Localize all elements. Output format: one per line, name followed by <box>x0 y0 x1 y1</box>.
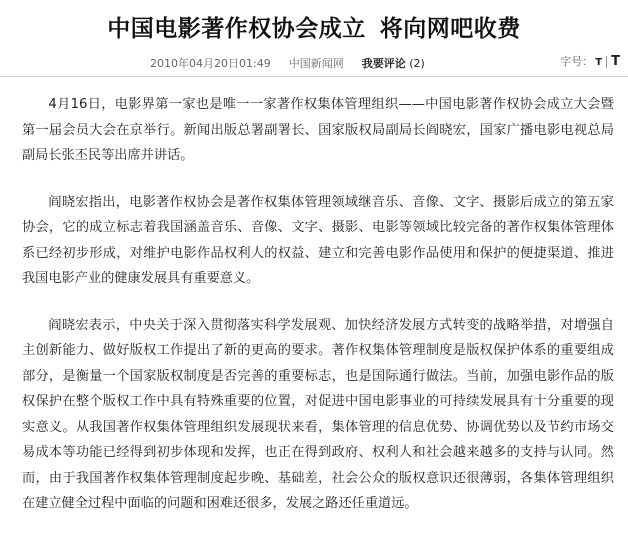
article-headline <box>0 10 628 43</box>
font-size-label: 字号： <box>560 55 594 68</box>
font-small-button[interactable]: T <box>595 57 603 68</box>
comments-link[interactable] <box>362 57 425 70</box>
article-paragraph-1: 4月16日，电影界第一家也是唯一一家著作权集体管理组织——中国电影著作权协会成立大会暨第一届会员大会在京举行。新闻出版总署副署长、国家版权局副局长阎晓宏，国家广播电影电视总局副局长张丕民等出席并讲话。 <box>22 97 614 163</box>
article-body <box>22 92 614 538</box>
font-large-button[interactable]: T <box>611 54 620 69</box>
article-paragraph-2: 阎晓宏指出，电影著作权协会是著作权集体管理领域继音乐、音像、文字、摄影后成立的第五家协会，它的成立标志着我国涵盖音乐、音像、文字、摄影、电影等领域比较完备的著作权集体管理体系已经初步形成，对维护电影作品权利人的权益、建立和完善电影作品使用和保护的便捷渠道、推进我国电影产业的健康发展具有重要意义。 <box>22 194 614 286</box>
article-paragraph-3: 阎晓宏表示，中央关于深入贯彻落实科学发展观、加快经济发展方式转变的战略举措，对增强自主创新能力、做好版权工作提出了新的更高的要求。著作权集体管理制度是版权保护体系的重要组成部分，是衡量一个国家版权制度是否完善的重要标志，也是国际通行做法。当前，加强电影作品的版权保护在整个版权工作中具有特殊重要的位置，对促进中国电影事业的可持续发展具有十分重要的现实意义。从我国著作权集体管理组织发展现状来看，集体管理的信息优势、协调优势以及节约市场交易成本等功能已经得到初步体现和发挥，也正在得到政府、权利人和社会越来越多的支持与认同。然而，由于我国著作权集体管理制度起步晚、基础差，社会公众的版权意识还很薄弱，各集体管理组织在建立健全过程中面临的问题和困难还很多，发展之路还任重道远。 <box>22 317 614 511</box>
font-size-control <box>560 53 622 69</box>
headline-main: 中国电影著作权协会成立 <box>107 16 366 42</box>
font-size-divider <box>606 56 607 68</box>
comments-label: 我要评论 <box>361 57 406 70</box>
publish-datetime: 2010年04月20日01:49 <box>150 57 271 70</box>
news-source: 中国新闻网 <box>288 57 344 70</box>
comments-count: (2) <box>409 57 425 70</box>
article-meta-info <box>150 55 425 71</box>
headline-sub: 将向网吧收费 <box>379 16 521 42</box>
article-meta-bar <box>0 46 628 77</box>
